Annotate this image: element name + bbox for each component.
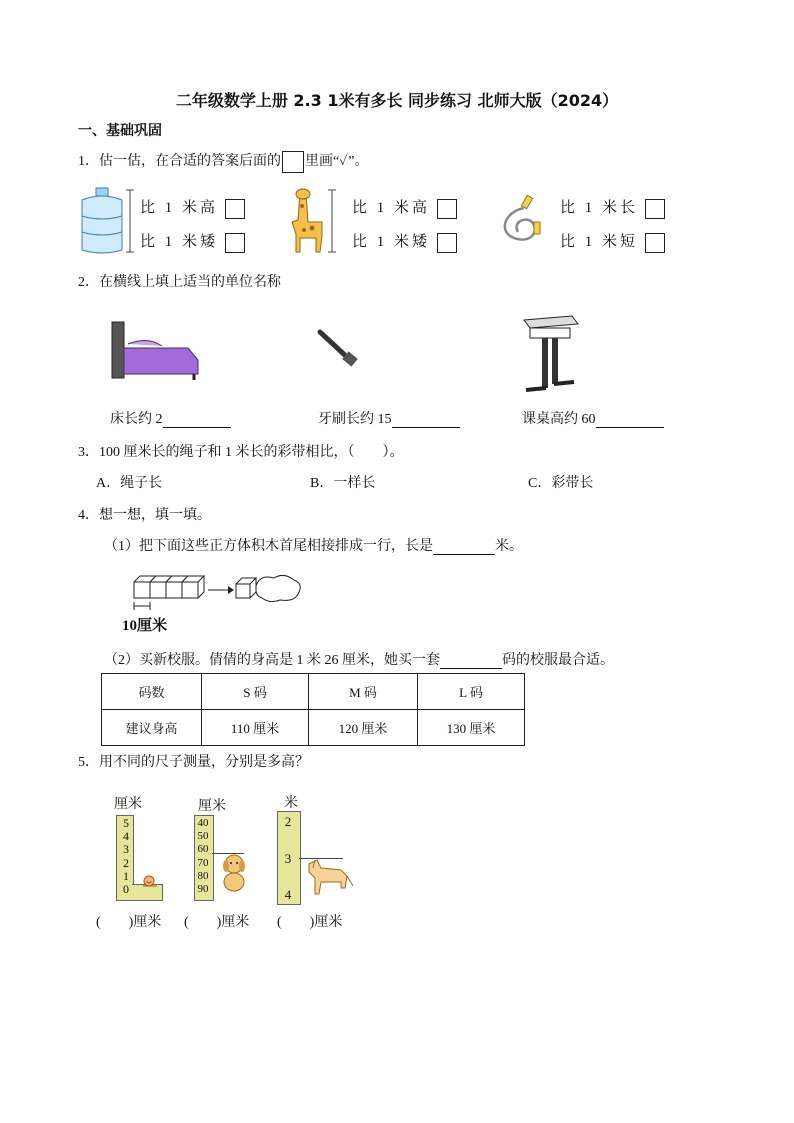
answer-checkbox[interactable] — [225, 199, 245, 219]
table-cell: 120 厘米 — [309, 710, 418, 746]
ruler-ticks: 5 4 3 2 1 0 — [123, 816, 129, 897]
bed-length-line: 床长约 2 — [110, 408, 231, 428]
answer-checkbox[interactable] — [225, 233, 245, 253]
answer-blank[interactable] — [392, 413, 460, 428]
table-cell: L 码 — [418, 674, 525, 710]
sample-checkbox — [282, 151, 304, 173]
answer-blank[interactable] — [433, 540, 495, 555]
page-title: 二年级数学上册 2.3 1米有多长 同步练习 北师大版（2024） — [175, 91, 619, 110]
ruler-unit-label: 厘米 — [114, 797, 142, 812]
section-heading: 一、基础巩固 — [78, 123, 162, 139]
cubes-figure — [124, 568, 308, 614]
table-cell: 130 厘米 — [418, 710, 525, 746]
cube-size-label: 10厘米 — [122, 618, 168, 634]
question-3-prompt: 3．100 厘米长的绳子和 1 米长的彩带相比，（ ）。 — [78, 445, 404, 460]
desk-icon — [520, 312, 580, 394]
answer-checkbox[interactable] — [645, 233, 665, 253]
question-4-prompt: 4．想一想，填一填。 — [78, 508, 211, 523]
horse-icon — [303, 858, 355, 900]
answer-blank[interactable] — [440, 654, 502, 669]
question-4-1: （1）把下面这些正方体积木首尾相接排成一行，长是 米。 — [104, 539, 523, 554]
giraffe-icon — [278, 186, 338, 256]
table-header-row — [102, 674, 525, 710]
question-2-prompt: 2．在横线上填上适当的单位名称 — [78, 275, 281, 290]
answer-2[interactable]: ( )厘米 — [184, 915, 250, 930]
desk-height-line: 课桌高约 60 — [522, 408, 664, 428]
ruler-unit-label: 米 — [284, 796, 298, 811]
question-5-prompt: 5．用不同的尺子测量，分别是多高？ — [78, 755, 309, 770]
toothbrush-icon — [314, 326, 362, 370]
answer-1[interactable]: ( )厘米 — [96, 915, 162, 930]
question-4-2: （2）买新校服。倩倩的身高是 1 米 26 厘米，她买一套 码的校服最合适。 — [104, 653, 614, 668]
ruler-ticks: 2 3 4 — [284, 814, 292, 902]
option-longer: 比 1 米长 — [560, 196, 665, 219]
question-1-label-end: 里画“✓”。 — [305, 154, 369, 169]
snail-icon — [141, 874, 159, 888]
answer-3[interactable]: ( )厘米 — [277, 915, 343, 930]
uniform-size-table — [101, 673, 525, 746]
table-cell: S 码 — [202, 674, 309, 710]
water-bottle-icon — [74, 186, 134, 256]
dog-icon — [214, 852, 252, 892]
table-cell: 110 厘米 — [202, 710, 309, 746]
option-taller: 比 1 米高 — [352, 196, 457, 219]
answer-blank[interactable] — [163, 413, 231, 428]
answer-checkbox[interactable] — [437, 199, 457, 219]
option-taller: 比 1 米高 — [140, 196, 245, 219]
option-shorter-length: 比 1 米短 — [560, 230, 665, 253]
table-cell: 建议身高 — [102, 710, 202, 746]
answer-blank[interactable] — [596, 413, 664, 428]
table-cell: 码数 — [102, 674, 202, 710]
jump-rope-icon — [494, 192, 550, 248]
option-shorter: 比 1 米矮 — [140, 230, 245, 253]
bed-icon — [108, 318, 202, 382]
toothbrush-length-line: 牙刷长约 15 — [318, 408, 460, 428]
option-c[interactable]: C．彩带长 — [528, 476, 594, 491]
option-b[interactable]: B．一样长 — [310, 476, 376, 491]
answer-checkbox[interactable] — [437, 233, 457, 253]
option-shorter: 比 1 米矮 — [352, 230, 457, 253]
ruler-ticks: 40 50 60 70 80 90 — [197, 817, 209, 896]
table-row — [102, 710, 525, 746]
option-a[interactable]: A．绳子长 — [96, 476, 163, 491]
answer-checkbox[interactable] — [645, 199, 665, 219]
ruler-unit-label: 厘米 — [198, 799, 226, 814]
question-1-label: 1．估一估，在合适的答案后面的 — [78, 154, 281, 169]
table-cell: M 码 — [309, 674, 418, 710]
question-1-prompt — [78, 150, 368, 173]
